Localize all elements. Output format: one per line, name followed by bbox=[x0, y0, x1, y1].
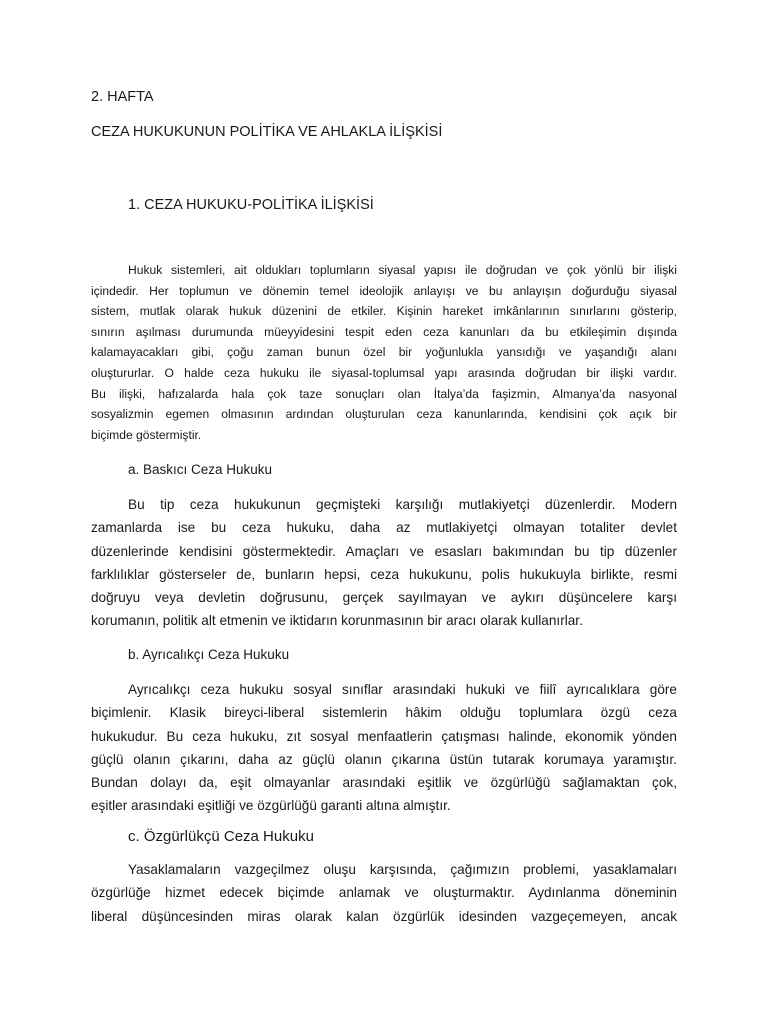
paragraph-line: korumanın, politik alt etmenin ve iktidarın korunmasının bir aracı olarak kullanırlar. bbox=[91, 613, 583, 629]
paragraph-line: güçlü olanın çıkarını, daha az güçlü olanın çıkarına üstün tutarak korumaya yaramıştır. bbox=[91, 751, 677, 767]
paragraph-line: Bundan dolayı da, eşit olmayanlar arasındaki eşitlik ve özgürlüğü sağlamaktan çok, bbox=[91, 775, 677, 791]
paragraph-line: Yasaklamaların vazgeçilmez oluşu karşısında, çağımızın problemi, yasaklamaları bbox=[128, 862, 677, 877]
paragraph-line: Ayrıcalıkçı ceza hukuku sosyal sınıflar arasındaki hukuki ve fiilî ayrıcalıklara göre bbox=[128, 682, 677, 697]
paragraph-line: özgürlüğe hizmet edecek biçimde anlamak ve oluşturmaktır. Aydınlanma döneminin bbox=[91, 885, 677, 901]
paragraph-line: zamanlarda ise bu ceza hukuku, daha az mutlakiyetçi olmayan totaliter devlet bbox=[91, 520, 677, 536]
week-label: 2. HAFTA bbox=[91, 89, 154, 105]
paragraph-line: biçimlenir. Klasik bireyci-liberal sistemlerin hâkim olduğu toplumlara özgü ceza bbox=[91, 705, 677, 721]
paragraph-line: sınırın aşılması durumunda müeyyidesini tespit eden ceza kanunları da bu etkileşimin dışında bbox=[91, 324, 677, 339]
paragraph-line: içindedir. Her toplumun ve dönemin temel ideolojik anlayışı ve bu anlayışın doğurduğu siyasal bbox=[91, 283, 677, 298]
section-b-paragraph bbox=[91, 678, 677, 818]
paragraph-line: oluştururlar. O halde ceza hukuku ile siyasal-toplumsal yapı arasında doğrudan bir ilişki vardır. bbox=[91, 365, 677, 380]
section-c-heading: c. Özgürlükçü Ceza Hukuku bbox=[128, 828, 314, 845]
paragraph-line: hukukudur. Bu ceza hukuku, zıt sosyal menfaatlerin çatışması halinde, ekonomik yönden bbox=[91, 728, 677, 744]
section-1-paragraph bbox=[91, 260, 677, 445]
paragraph-line: eşitler arasındaki eşitliği ve özgürlüğü garanti altına almıştır. bbox=[91, 798, 451, 814]
section-1-heading: 1. CEZA HUKUKU-POLİTİKA İLİŞKİSİ bbox=[128, 197, 374, 213]
paragraph-line: liberal düşüncesinden miras olarak kalan özgürlük idesinden vazgeçemeyen, ancak bbox=[91, 908, 677, 924]
paragraph-line: farklılıklar gösterseler de, bunların hepsi, ceza hukukunu, polis hukukuyla birlikte, resmi bbox=[91, 566, 677, 582]
paragraph-line: Hukuk sistemleri, ait oldukları toplumların siyasal yapısı ile doğrudan ve çok yönlü bir ilişki bbox=[128, 263, 677, 277]
paragraph-line: Bu tip ceza hukukunun geçmişteki karşılığı mutlakiyetçi düzenlerdir. Modern bbox=[128, 497, 677, 512]
section-b-heading: b. Ayrıcalıkçı Ceza Hukuku bbox=[128, 647, 290, 662]
section-a-paragraph bbox=[91, 493, 677, 633]
paragraph-line: düzenlerinde kendisini göstermektedir. Amaçları ve esasları bakımından bu tip düzenler bbox=[91, 543, 677, 559]
paragraph-line: doğruyu veya devletin doğrusunu, gerçek sayılmayan ve aykırı düşüncelere karşı bbox=[91, 590, 677, 606]
section-a-heading: a. Baskıcı Ceza Hukuku bbox=[128, 462, 273, 477]
page-title: CEZA HUKUKUNUN POLİTİKA VE AHLAKLA İLİŞKİSİ bbox=[91, 124, 443, 140]
paragraph-line: biçimde göstermiştir. bbox=[91, 427, 202, 442]
paragraph-line: sosyalizmin egemen olmasının ardından oluşturulan ceza kanunlarında, kendisini çok açık bir bbox=[91, 407, 677, 422]
paragraph-line: Bu ilişki, hafızalarda hala çok taze sonuçları olan İtalya’da faşizmin, Almanya’da nasyonal bbox=[91, 386, 677, 401]
paragraph-line: kalamayacakları gibi, çoğu zaman bunun özel bir yoğunlukla yansıdığı ve yaşandığı alanı bbox=[91, 345, 677, 360]
paragraph-line: sistem, mutlak olarak hukuk düzenini de etkiler. Kişinin hareket imkânlarının sınırlarını gösterip, bbox=[91, 304, 677, 319]
section-c-paragraph bbox=[91, 858, 677, 928]
